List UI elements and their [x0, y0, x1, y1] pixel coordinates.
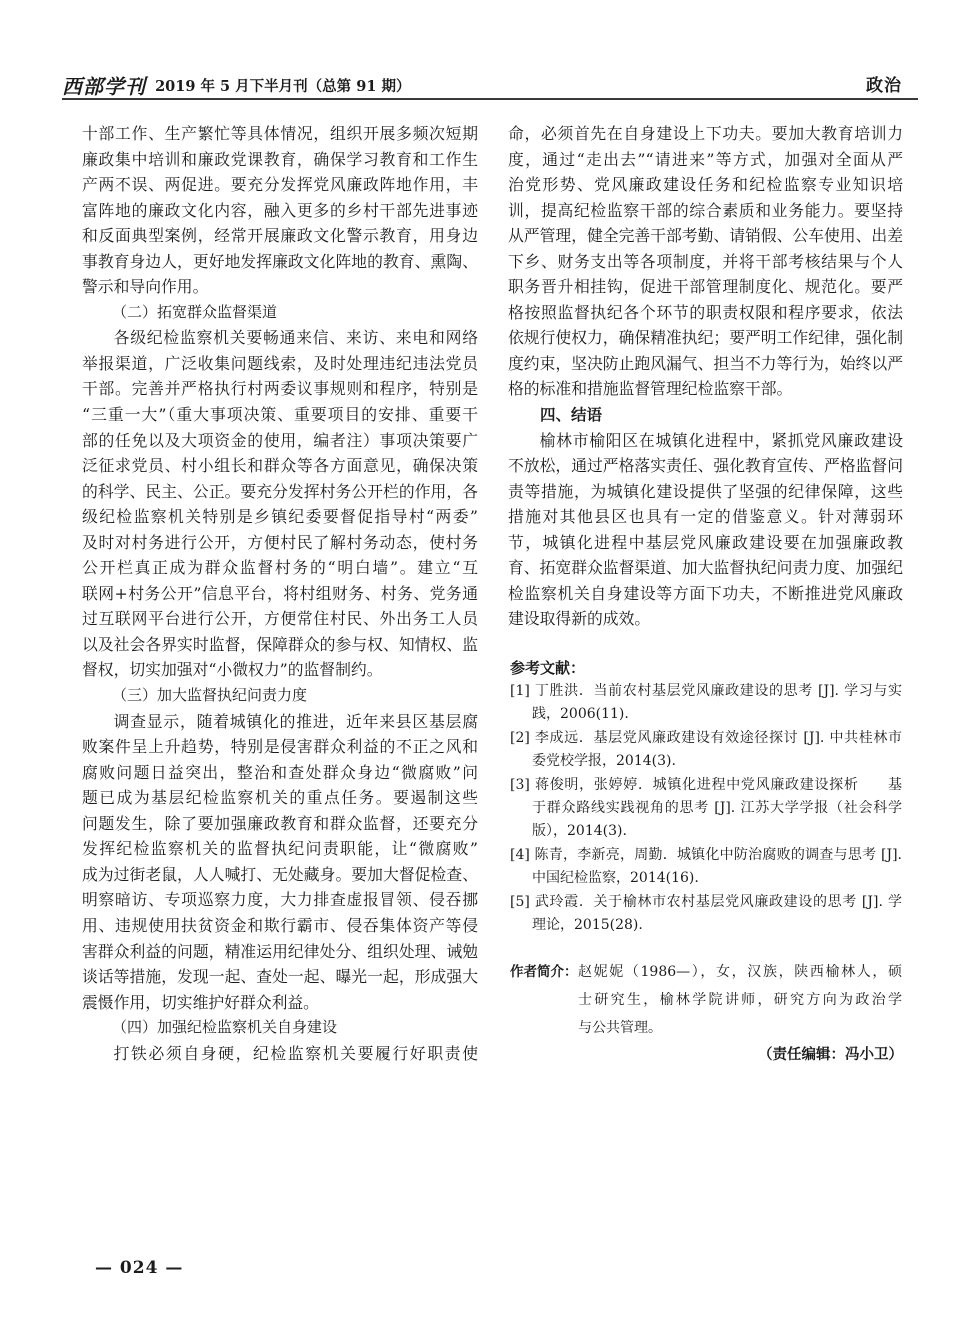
text-line: 题已成为基层纪检监察机关的重点任务。要遏制这些	[82, 788, 478, 808]
text-line: 建设取得新的成效。	[508, 609, 651, 629]
text-line: 事教育身边人，更好地发挥廉政文化阵地的教育、熏陶、	[82, 251, 478, 271]
paragraph	[508, 428, 903, 632]
reference-line: [5] 武玲霞．关于榆林市农村基层党风廉政建设的思考 [J]. 学	[510, 893, 902, 910]
text-line: 不放松，通过严格落实责任、强化教育宣传、严格监督问	[508, 456, 903, 476]
text-line: 打铁必须自身硬，纪检监察机关要履行好职责使	[113, 1043, 478, 1063]
conclusion-heading: 四、结语	[540, 405, 603, 425]
section-heading: （二）拓宽群众监督渠道	[112, 302, 278, 321]
text-line: 育、拓宽群众监督渠道、加大监督执纪问责力度、加强纪	[508, 558, 903, 578]
reference-line: [4] 陈青，李新亮，周勤．城镇化中防治腐败的调查与思考 [J].	[510, 846, 902, 863]
text-line: 督权，切实加强对“小微权力”的监督制约。	[82, 660, 383, 680]
text-line: “三重一大”（重大事项决策、重要项目的安排、重要干	[82, 405, 478, 425]
right-column	[508, 121, 903, 632]
text-line: 以及社会各界实时监督，保障群众的参与权、知情权、监	[82, 634, 478, 654]
text-line: 调查显示，随着城镇化的推进，近年来县区基层腐	[113, 711, 478, 731]
reference-item	[510, 774, 902, 844]
author-bio-label: 作者简介：	[510, 964, 578, 980]
text-line: 格按照监督执纪各个环节的职责权限和程序要求，依法	[508, 302, 903, 322]
journal-logo: 西部学刊	[62, 74, 146, 99]
text-line: 害群众利益的问题，精准运用纪律处分、组织处理、诫勉	[82, 941, 478, 961]
text-line: 的科学、民主、公正。要充分发挥村务公开栏的作用，各	[82, 481, 478, 501]
text-line: 成为过街老鼠，人人喊打、无处藏身。要加大督促检查、	[82, 864, 478, 884]
author-bio-line: 赵妮妮（1986—），女，汉族，陕西榆林人，硕	[578, 964, 902, 980]
text-line: 级纪检监察机关特别是乡镇纪委要督促指导村“两委”	[82, 507, 478, 527]
text-line: 下乡、财务支出等各项制度，并将干部考核结果与个人	[508, 251, 903, 271]
text-line: 度约束，坚决防止跑风漏气、担当不力等行为，始终以严	[508, 353, 903, 373]
left-column	[82, 121, 478, 1066]
author-bio-line: 与公共管理。	[578, 1020, 662, 1036]
text-line: 干部。完善并严格执行村两委议事规则和程序，特别是	[82, 379, 478, 399]
text-line: 警示和导向作用。	[82, 277, 209, 297]
text-line: 腐败问题日益突出，整治和查处群众身边“微腐败”问	[82, 762, 478, 782]
text-line: 责等措施，为城镇化建设提供了坚强的纪律保障，这些	[508, 481, 903, 501]
text-line: 过互联网平台进行公开，方便常住村民、外出务工人员	[82, 609, 478, 629]
text-line: 公开栏真正成为群众监督村务的“明白墙”。建立“互	[82, 558, 478, 578]
paragraph	[82, 1041, 478, 1067]
text-line: 榆林市榆阳区在城镇化进程中，紧抓党风廉政建设	[539, 430, 903, 450]
text-line: 度，通过“走出去”“请进来”等方式，加强对全面从严	[508, 149, 903, 169]
text-line: 检监察机关自身建设等方面下功夫，不断推进党风廉政	[508, 583, 903, 603]
text-line: 治党形势、党风廉政建设任务和纪检监察专业知识培	[508, 175, 903, 195]
reference-line: [1] 丁胜洪．当前农村基层党风廉政建设的思考 [J]. 学习与实	[510, 683, 902, 699]
references	[510, 656, 902, 937]
reference-line: [2] 李成远．基层党风廉政建设有效途径探讨 [J]. 中共桂林市	[510, 729, 902, 746]
text-line: 举报渠道，广泛收集问题线索，及时处理违纪违法党员	[82, 353, 478, 373]
section-heading: （三）加大监督执纪问责力度	[112, 686, 308, 705]
reference-line: 委党校学报，2014(3).	[532, 753, 676, 770]
text-line: 训，提高纪检监察干部的综合素质和业务能力。要坚持	[508, 200, 903, 220]
author-bio-line: 士研究生，榆林学院讲师，研究方向为政治学	[578, 992, 902, 1008]
paragraph	[82, 121, 478, 300]
author-bio	[510, 958, 902, 1042]
page-number: — 024 —	[95, 1258, 184, 1278]
reference-item	[510, 680, 902, 727]
text-line: 依规行使权力，确保精准执纪；要严明工作纪律，强化制	[508, 328, 903, 348]
text-line: 职务晋升相挂钩，促进干部管理制度化、规范化。要严	[508, 277, 903, 297]
paragraph	[82, 325, 478, 683]
text-line: 联网+村务公开”信息平台，将村组财务、村务、党务通	[82, 583, 478, 603]
text-line: 各级纪检监察机关要畅通来信、来访、来电和网络	[113, 328, 478, 348]
text-line: 泛征求党员、村小组长和群众等各方面意见，确保决策	[82, 456, 478, 476]
text-line: 问题发生，除了要加强廉政教育和群众监督，还要充分	[82, 813, 478, 833]
reference-line: 于群众路线实践视角的思考 [J]. 江苏大学学报（社会科学	[532, 799, 902, 816]
section-label: 政治	[866, 76, 902, 96]
reference-item	[510, 727, 902, 774]
text-line: 命，必须首先在自身建设上下功夫。要加大教育培训力	[508, 124, 903, 143]
paragraph	[508, 121, 903, 402]
text-line: 用、违规使用扶贫资金和欺行霸市、侵吞集体资产等侵	[82, 915, 478, 935]
text-line: 格的标准和措施监督管理纪检监察干部。	[508, 379, 793, 399]
text-line: 廉政集中培训和廉政党课教育，确保学习教育和工作生	[82, 149, 478, 169]
references-title: 参考文献：	[510, 659, 586, 677]
text-line: 部的任免以及大项资金的使用，编者注）事项决策要广	[82, 430, 478, 450]
text-line: 措施对其他县区也具有一定的借鉴意义。针对薄弱环	[508, 507, 903, 527]
text-line: 谈话等措施，发现一起、查处一起、曝光一起，形成强大	[82, 967, 478, 987]
reference-line: 中国纪检监察，2014(16).	[532, 870, 699, 887]
text-line: 从严管理，健全完善干部考勤、请销假、公车使用、出差	[508, 226, 903, 246]
text-line: 震慑作用，切实维护好群众利益。	[82, 992, 319, 1012]
text-line: 十部工作、生产繁忙等具体情况，组织开展多频次短期	[82, 124, 478, 143]
reference-line: 践，2006(11).	[532, 706, 629, 723]
text-line: 和反面典型案例，经常开展廉政文化警示教育，用身边	[82, 226, 478, 246]
reference-item	[510, 891, 902, 938]
reference-line: 版），2014(3).	[532, 823, 627, 840]
text-line: 及时对村务进行公开，方便村民了解村务动态，使村务	[82, 532, 478, 552]
paragraph	[82, 709, 478, 1016]
reference-line: 理论，2015(28).	[532, 916, 643, 933]
text-line: 发挥纪检监察机关的监督执纪问责职能，让“微腐败”	[82, 839, 478, 859]
running-header	[62, 74, 918, 100]
editor-note: （责任编辑：冯小卫）	[758, 1046, 903, 1063]
section-heading: （四）加强纪检监察机关自身建设	[112, 1018, 338, 1037]
text-line: 产两不误、两促进。要充分发挥党风廉政阵地作用，丰	[82, 175, 478, 195]
reference-item	[510, 844, 902, 891]
text-line: 富阵地的廉政文化内容，融入更多的乡村干部先进事迹	[82, 200, 478, 220]
text-line: 明察暗访、专项巡察力度，大力排查虚报冒领、侵吞挪	[82, 890, 478, 910]
author-bio-text	[578, 958, 902, 1042]
text-line: 败案件呈上升趋势，特别是侵害群众利益的不正之风和	[82, 737, 478, 757]
issue-info: 2019 年 5 月下半月刊（总第 91 期）	[155, 77, 411, 95]
reference-line: [3] 蒋俊明，张婷婷．城镇化进程中党风廉政建设探析 基	[510, 776, 902, 793]
text-line: 节，城镇化进程中基层党风廉政建设要在加强廉政教	[508, 532, 903, 552]
